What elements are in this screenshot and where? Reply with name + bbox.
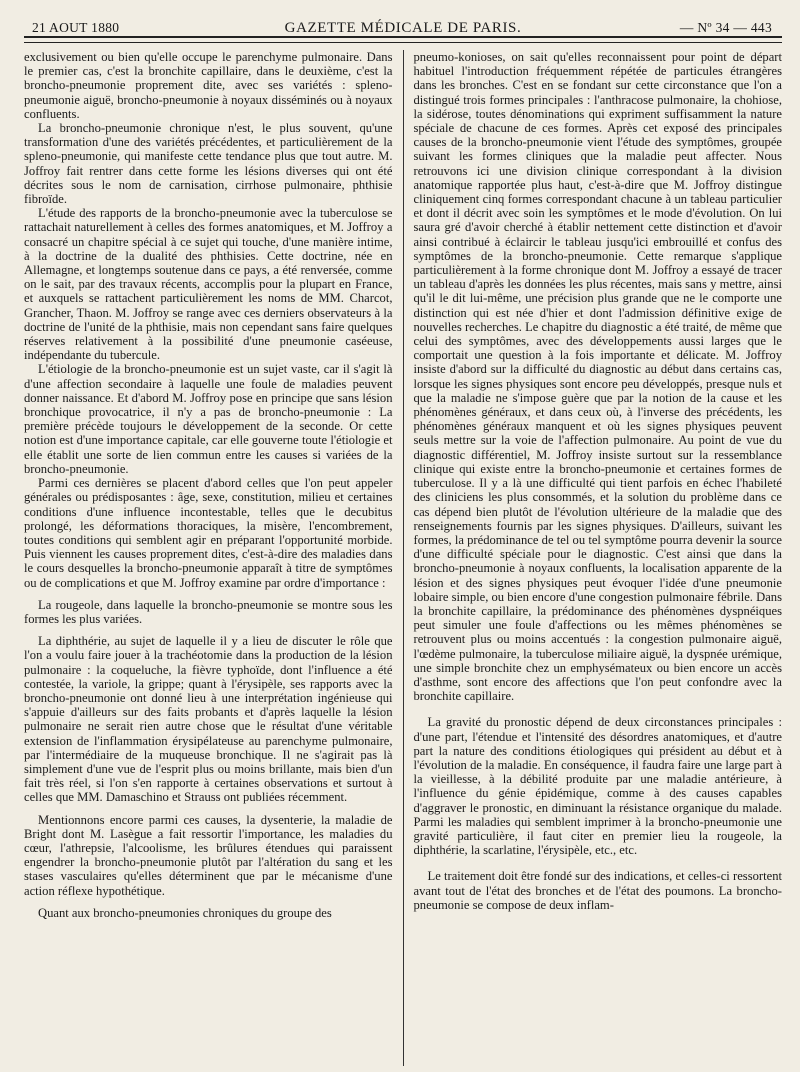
paragraph: Quant aux broncho-pneumonies chroniques du groupe des xyxy=(38,905,332,920)
right-column xyxy=(404,50,783,1066)
paragraph: L'étude des rapports de la broncho-pneumonie avec la tuberculose se rattachait naturellement à celles des formes anatomiques, et M. Joffroy a consacré un chapitre spécial à ce sujet qui touche, d'une manière intime, à la doctrine de la dualité des phthisies. Cette doctrine, née en Allemagne, et longtemps soutenue dans ce pays, a été renversée, comme on le sait, par des travaux récents, accomplis pour la plupart en France, et auxquels se rattachent particulièrement les noms de MM. Charcot, Grancher, Thaon. M. Joffroy se range avec ces derniers observateurs à la doctrine de l'unité de la phthisie, mais non cependant sans faire quelques réserves relativement à la possibilité d'une pneumonie caséeuse, indépendante du tubercule. xyxy=(24,206,393,363)
issue-date: 21 AOUT 1880 xyxy=(32,20,120,35)
paragraph: Le traitement doit être fondé sur des indications, et celles-ci ressortent avant tout de l'état des bronches et de l'état des poumons. La broncho-pneumonie se compose de deux inflam- xyxy=(413,869,782,912)
paragraph: La diphthérie, au sujet de laquelle il y a lieu de discuter le rôle que l'on a voulu faire jouer à la trachéotomie dans la production de la lésion pulmonaire : la coqueluche, la fièvre typhoïde, dont l'influence a été contestée, la variole, la grippe; quant à l'érysipèle, ses rapports avec la broncho-pneumonie ont donné lieu à une interprétation ingénieuse qui s'appuie d'ailleurs sur des faits probants et d'après laquelle la lésion pulmonaire ne serait rien autre chose que le résultat d'une véritable extension de l'inflammation érysipélateuse au parenchyme pulmonaire, par l'intermédiaire de la muqueuse bronchique. Il ne s'agirait pas là simplement d'une vue de l'esprit plus ou moins brillante, mais bien d'un fait très réel, si l'on s'en rapporte à certaines observations et surtout à celles que MM. Damaschino et Strauss ont publiées récemment. xyxy=(24,634,393,805)
journal-title: GAZETTE MÉDICALE DE PARIS. xyxy=(284,20,522,36)
header-rule-thin xyxy=(24,42,782,43)
paragraph: La gravité du pronostic dépend de deux circonstances principales : d'une part, l'étendue et l'intensité des désordres anatomiques, et d'autre part la nature des conditions étiologiques qui président au début et à l'évolution de la maladie. En conséquence, il faudra faire une large part à la vieillesse, à la débilité produite par une maladie antérieure, à l'influence du génie épidémique, comme à des causes capables d'aggraver le pronostic, en diminuant la résistance organique du malade. Parmi les maladies qui semblent imprimer à la broncho-pneumonie une gravité particulière, il faut citer en premier lieu la rougeole, la diphthérie, la scarlatine, l'érysipèle, etc., etc. xyxy=(413,715,782,858)
paragraph: Mentionnons encore parmi ces causes, la dysenterie, la maladie de Bright dont M. Lasègue a fait ressortir l'importance, les maladies du cœur, l'athrepsie, l'alcoolisme, les brûlures étendues qui paraissent engendrer la broncho-pneumonie plutôt par l'altération du sang et les stases vasculaires qu'elles déterminent que par le mécanisme d'une action réflexe hypothétique. xyxy=(24,812,393,898)
header-rule-thick xyxy=(24,36,782,38)
paragraph: La rougeole, dans laquelle la broncho-pneumonie se montre sous les formes les plus variées. xyxy=(24,597,393,626)
paragraph: pneumo-konioses, on sait qu'elles reconnaissent pour point de départ habituel l'introduction fréquemment répétée de particules étrangères dans les bronches. C'est en se fondant sur cette circonstance que l'on a distingué trois formes principales : l'anthracose pulmonaire, la chohiose, la sidérose, toutes dénominations qui expriment suffisamment la nature spéciale de chacune de ces formes. Après cet exposé des principales causes de la broncho-pneumonie vient l'étude des symptômes, groupée suivant les formes cliniques que la maladie peut affecter. Nous retrouvons ici une division clinique correspondant à la division anatomique rapportée plus haut, c'est-à-dire que M. Joffroy distingue cliniquement cinq formes correspondant chacune à un tableau particulier et dont il décrit avec soin les symptômes et le mode d'évolution. On lui saura gré d'avoir cherché à établir nettement cette distinction et d'avoir ainsi contribué à éclaircir le tableau jusqu'ici embrouillé et confus des symptômes de la broncho-pneumonie. Cette remarque s'applique particulièrement à la forme chronique dont M. Joffroy a essayé de tracer un tableau d'après les données les plus récentes, mais sans y mettre, ainsi qu'il le dit lui-même, une précision plus grande que ne le comporte une distinction qui est née d'hier et dont l'admission définitive exige de nouvelles recherches. Le chapitre du diagnostic a été traité, de même que celui des symptômes, avec des développements aussi larges que le comportait une question à la fois importante et délicate. M. Joffroy insiste d'abord sur la difficulté du diagnostic au début dans certains cas, lorsque les signes physiques sont encore peu développés, presque nuls et que la maladie ne s'impose guère que par la notion de la cause et les phénomènes généraux, et dans ceux où, à l'inverse des précédents, les phénomènes généraux manquent et où les signes physiques peuvent seuls mettre sur la voie de l'affection pulmonaire. Au point de vue du diagnostic différentiel, M. Joffroy insiste surtout sur la ressemblance clinique qui existe entre la broncho-pneumonie et certaines formes de tuberculose. Il y a là une difficulté qui tient parfois en échec l'habileté des cliniciens les plus consommés, et la solution du problème dans ce cas dépend bien plutôt de l'évolution ultérieure de la maladie que des renseignements fournis par les signes physiques. D'ailleurs, suivant les formes, la prédominance de tel ou tel symptôme pourra devenir la source d'une difficulté spéciale pour le diagnostic. C'est ainsi que dans la broncho-pneumonie à noyaux confluents, la localisation apparente de la lésion et des signes physiques peut évoquer l'idée d'une pneumonie lobaire simple, ou bien encore d'une congestion pulmonaire fébrile. Dans la bronchite capillaire, la prédominance des phénomènes dyspnéiques peut simuler une foule d'affections ou les mêmes phénomènes se retrouvent plus ou moins accentués : la congestion pulmonaire aiguë, l'œdème pulmonaire, la tuberculose miliaire aiguë, la dyspnée urémique, une simple bronchite chez un emphysémateux ou bien encore un accès d'asthme, sont encore des affections que l'on peut confondre avec la bronchite capillaire. xyxy=(413,50,782,704)
page-header xyxy=(24,12,782,36)
paragraph: exclusivement ou bien qu'elle occupe le parenchyme pulmonaire. Dans le premier cas, c'est la bronchite capillaire, dans le deuxième, c'est la broncho-pneumonie proprement dite, avec ses variétés : spleno-pneumonie aiguë, broncho-pneumonie à noyaux disséminés ou à noyaux confluents. xyxy=(24,50,393,121)
article-columns xyxy=(24,50,782,1066)
left-column xyxy=(24,50,403,1066)
paragraph: Parmi ces dernières se placent d'abord celles que l'on peut appeler générales ou prédisposantes : âge, sexe, constitution, milieu et certaines conditions d'une influence incontestable, telles que le decubitus prolongé, les déformations thoraciques, la misère, l'encombrement, toutes conditions qui semblent agir en préparant l'opportunité morbide. Puis viennent les causes proprement dites, c'est-à-dire des maladies dans le cours desquelles la broncho-pneumonie apparaît à titre de symptômes ou de complications et que M. Joffroy examine par ordre d'importance : xyxy=(24,476,393,590)
issue-page-number: — Nº 34 — 443 xyxy=(679,20,772,35)
paragraph: La broncho-pneumonie chronique n'est, le plus souvent, qu'une transformation d'une des variétés précédentes, et particulièrement de la spleno-pneumonie, qui manifeste cette tendance plus que tout autre. M. Joffroy fait rentrer dans cette forme les lésions diverses qui ont été décrites sous le nom de carnisation, cirrhose pulmonaire, phthisie fibroïde. xyxy=(24,121,393,207)
paragraph: L'étiologie de la broncho-pneumonie est un sujet vaste, car il s'agit là d'une affection secondaire à laquelle une foule de maladies peuvent donner naissance. Et d'abord M. Joffroy pose en principe que sans lésion bronchique provocatrice, il n'y a pas de broncho-pneumonie : La première précède toujours le développement de la seconde. Or cette notion est d'une importance capitale, car elle gouverne toute l'étiologie et elle établit une sorte de lien commun entre les causes si variées de la broncho-pneumonie. xyxy=(24,362,393,476)
